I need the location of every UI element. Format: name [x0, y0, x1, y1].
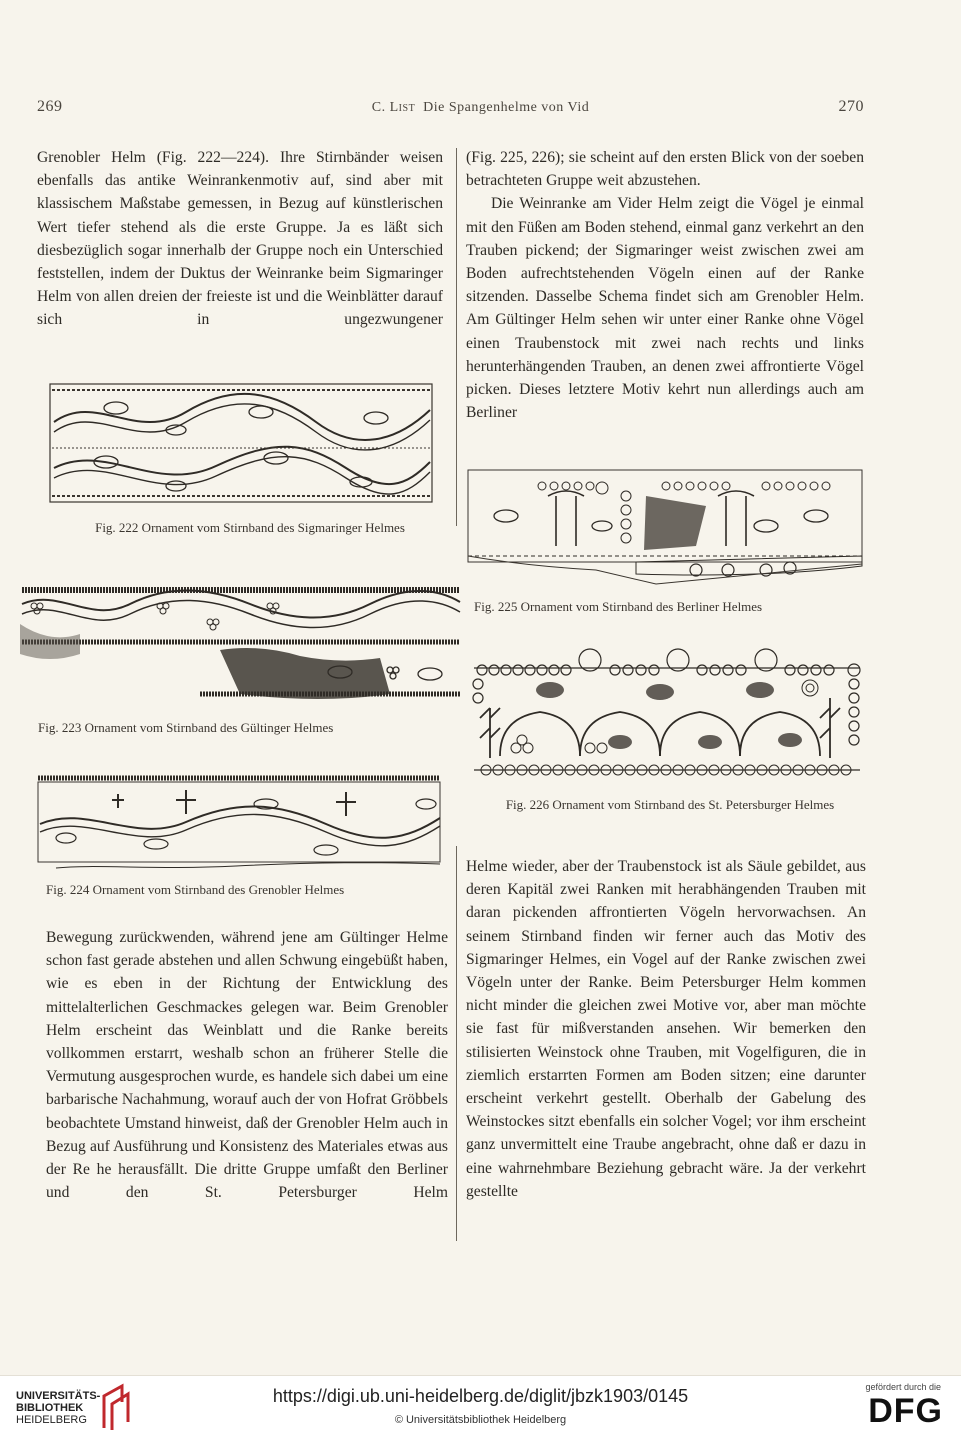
figure-224-image [36, 774, 444, 878]
column-divider-bottom [456, 846, 457, 1241]
page-permalink[interactable]: https://digi.ub.uni-heidelberg.de/diglit/jbzk1903/0145 [272, 1386, 689, 1406]
column-divider-top [456, 148, 457, 526]
figure-222-caption: Fig. 222 Ornament vom Stirnband des Sigmaringer Helmes [95, 520, 405, 535]
running-author: C. List [371, 100, 416, 115]
figure-223-image [20, 584, 465, 708]
page-number-left: 269 [37, 98, 63, 115]
library-name-line1: UNIVERSITÄTS- [16, 1390, 101, 1402]
paragraph: (Fig. 225, 226); sie scheint auf den ersten Blick von der soeben betrachteten Gruppe weit abzustehen. [466, 149, 864, 190]
copyright-notice: © Universitätsbibliothek Heidelberg [394, 1414, 567, 1426]
figure-226-image [470, 648, 868, 778]
paragraph: Die Weinranke am Vider Helm zeigt die Vögel je einmal mit den Füßen am Boden stehend, einmal ganz verkehrt an den Trauben pickend; der Sigmaringer weist zwischen zwei am Boden aufrechtstehenden Vögeln einen auf der Ranke sitzenden. Dasselbe Schema findet sich am Grenobler Helm. Am Gültinger Helm sehen wir unter einer Ranke ohne Vögel einen Traubenstock mit zwei nach rechts und links herunterhängenden Trauben, an denen zwei affrontierte Vögel picken. Dieses letztere Motiv kehrt nun allerdings auch am Berliner [466, 195, 864, 422]
left-column-bottom [46, 926, 448, 1204]
page-number-right: 270 [838, 98, 864, 115]
viewer-footer [0, 1375, 961, 1440]
figure-224-caption: Fig. 224 Ornament vom Stirnband des Grenobler Helmes [46, 882, 345, 897]
figure-222-image [46, 382, 436, 506]
running-title [0, 100, 961, 116]
funding-note: gefördert durch die [865, 1382, 941, 1392]
library-name-line2: BIBLIOTHEK [16, 1402, 84, 1414]
figure-226-caption: Fig. 226 Ornament vom Stirnband des St. Petersburger Helmes [505, 797, 835, 812]
running-title-text: Die Spangenhelme von Vid [423, 100, 590, 115]
figure-225-image [466, 466, 866, 590]
library-name-line3: HEIDELBERG [16, 1414, 87, 1426]
figure-223-caption: Fig. 223 Ornament vom Stirnband des Gültinger Helmes [38, 720, 334, 735]
paragraph: Bewegung zurückwenden, während jene am Gültinger Helme schon fast gerade abstehen und allen Schwung eingebüßt haben, wie es eben in der Richtung der Entwicklung des mittelalterlichen Geschmackes gelegen war. Beim Grenobler Helm erscheint das Weinblatt und die Ranke bereits vollkommen erstarrt, weshalb schon an früherer Stelle die Vermutung ausgesprochen wurde, es handele sich dabei um eine barbarische Nachahmung, worauf auch der von Hofrat Gröbbels beobachtete Umstand hinweist, daß der Grenobler Helm auch in Bezug auf Ausführung und Konsistenz des Materiales etwas aus der Re he herausfällt. Die dritte Gruppe umfaßt den Berliner und den St. Petersburger Helm [46, 929, 448, 1202]
right-column-bottom [466, 855, 866, 1203]
dfg-logo: DFG [868, 1392, 943, 1430]
right-column-top [466, 146, 864, 424]
left-column-top [37, 146, 443, 332]
figure-225-caption: Fig. 225 Ornament vom Stirnband des Berliner Helmes [474, 599, 763, 614]
paragraph: Helme wieder, aber der Traubenstock ist als Säule gebildet, aus deren Kapitäl zwei Ranken mit herabhängenden Trauben mit daran pickenden affrontierten Vögeln hervorwachsen. An seinem Stirnband finden wir ferner auch das Motiv des Sigmaringer Helmes, ein Vogel auf der Ranke zwischen zwei Vögeln unter der Ranke. Beim Petersburger Helm kommen nicht minder die gleichen zwei Motive vor, aber man möchte sie fast für mißverstanden ansehen. Wir bemerken den stilisierten Weinstock ohne Trauben, mit Vogelfiguren, die in ziemlich erstarrten Formen am Boden sitzen; eine darunter erscheint verkehrt gestellt. Oberhalb der Gabelung des Weinstockes sitzt ebenfalls ein solcher Vogel; vor ihm erscheint ganz unvermittelt eine Traube angebracht, ohne daß er dazu in eine wahrnehmbare Beziehung gebracht wäre. Ja der verkehrt gestellte [466, 858, 866, 1200]
paragraph: Grenobler Helm (Fig. 222—224). Ihre Stirnbänder weisen ebenfalls das antike Weinrankenmotiv auf, sind aber mit klassischem Maßstabe gemessen, in Bezug auf künstlerischen Wert tiefer stehend als die erste Gruppe. Ja es läßt sich diesbezüglich sogar innerhalb der Gruppe noch ein Unterschied feststellen, indem der Duktus der Weinranke beim Sigmaringer Helm von allen dreien der freieste ist und die Weinblätter darauf sich in ungezwungener [37, 149, 443, 329]
